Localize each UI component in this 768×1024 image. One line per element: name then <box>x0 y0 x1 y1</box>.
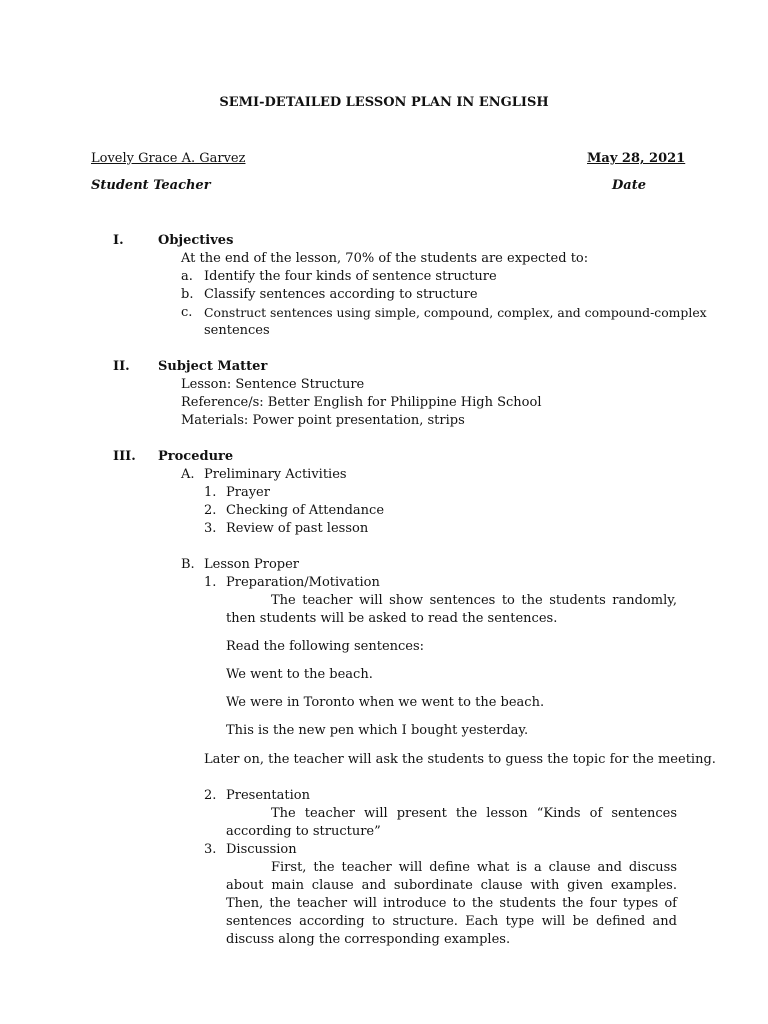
list-marker: 1. <box>204 575 217 590</box>
objective-item: Construct sentences using simple, compound, complex, and compound-complex <box>204 305 707 320</box>
preparation-followup: Later on, the teacher will ask the students to guess the topic for the meeting. <box>204 752 716 767</box>
example-sentence: This is the new pen which I bought yesterday. <box>226 723 529 738</box>
list-item: Checking of Attendance <box>226 503 385 518</box>
role-label: Student Teacher <box>91 178 211 193</box>
subsection-heading-lesson-proper: Lesson Proper <box>204 557 300 572</box>
subject-materials: Materials: Power point presentation, strips <box>181 413 465 428</box>
teacher-name: Lovely Grace A. Garvez <box>91 151 246 166</box>
subsection-heading-preliminary: Preliminary Activities <box>204 467 347 482</box>
subject-lesson: Lesson: Sentence Structure <box>181 377 365 392</box>
document-title: SEMI-DETAILED LESSON PLAN IN ENGLISH <box>219 95 549 110</box>
step-heading-presentation: Presentation <box>226 788 310 803</box>
preparation-instruction: Read the following sentences: <box>226 639 425 654</box>
objective-marker: a. <box>181 269 193 284</box>
subject-reference: Reference/s: Better English for Philippine High School <box>181 395 542 410</box>
preparation-paragraph: The teacher will show sentences to the students randomly, then students will be asked to read the sentences. <box>226 593 677 626</box>
lesson-date: May 28, 2021 <box>587 151 686 166</box>
list-marker: 3. <box>204 521 217 536</box>
list-marker: 2. <box>204 503 217 518</box>
section-numeral-procedure: III. <box>113 449 136 464</box>
objective-item-continued: sentences <box>204 323 270 338</box>
list-marker: 2. <box>204 788 217 803</box>
discussion-paragraph: First, the teacher will define what is a clause and discuss about main clause and subordinate clause with given examples. Then, the teacher will introduce to the students the four types of sentences according to structure. Each type will be defined and discuss along the corresponding examples. <box>226 860 677 947</box>
step-heading-preparation: Preparation/Motivation <box>226 575 380 590</box>
objective-marker: c. <box>181 305 193 320</box>
presentation-paragraph: The teacher will present the lesson “Kinds of sentences according to structure” <box>226 806 677 839</box>
list-marker: 3. <box>204 842 217 857</box>
list-item: Review of past lesson <box>226 521 369 536</box>
step-heading-discussion: Discussion <box>226 842 297 857</box>
objective-marker: b. <box>181 287 194 302</box>
list-item: Prayer <box>226 485 270 500</box>
subsection-marker: B. <box>181 557 195 572</box>
example-sentence: We were in Toronto when we went to the beach. <box>226 695 545 710</box>
section-heading-subject-matter: Subject Matter <box>158 359 268 374</box>
section-heading-procedure: Procedure <box>158 449 234 464</box>
objective-item: Classify sentences according to structure <box>204 287 478 302</box>
section-numeral-objectives: I. <box>113 233 124 248</box>
objectives-intro: At the end of the lesson, 70% of the students are expected to: <box>181 251 589 266</box>
section-heading-objectives: Objectives <box>158 233 234 248</box>
date-label: Date <box>612 178 646 193</box>
section-numeral-subject-matter: II. <box>113 359 130 374</box>
subsection-marker: A. <box>181 467 195 482</box>
example-sentence: We went to the beach. <box>226 667 373 682</box>
objective-item: Identify the four kinds of sentence structure <box>204 269 497 284</box>
list-marker: 1. <box>204 485 217 500</box>
